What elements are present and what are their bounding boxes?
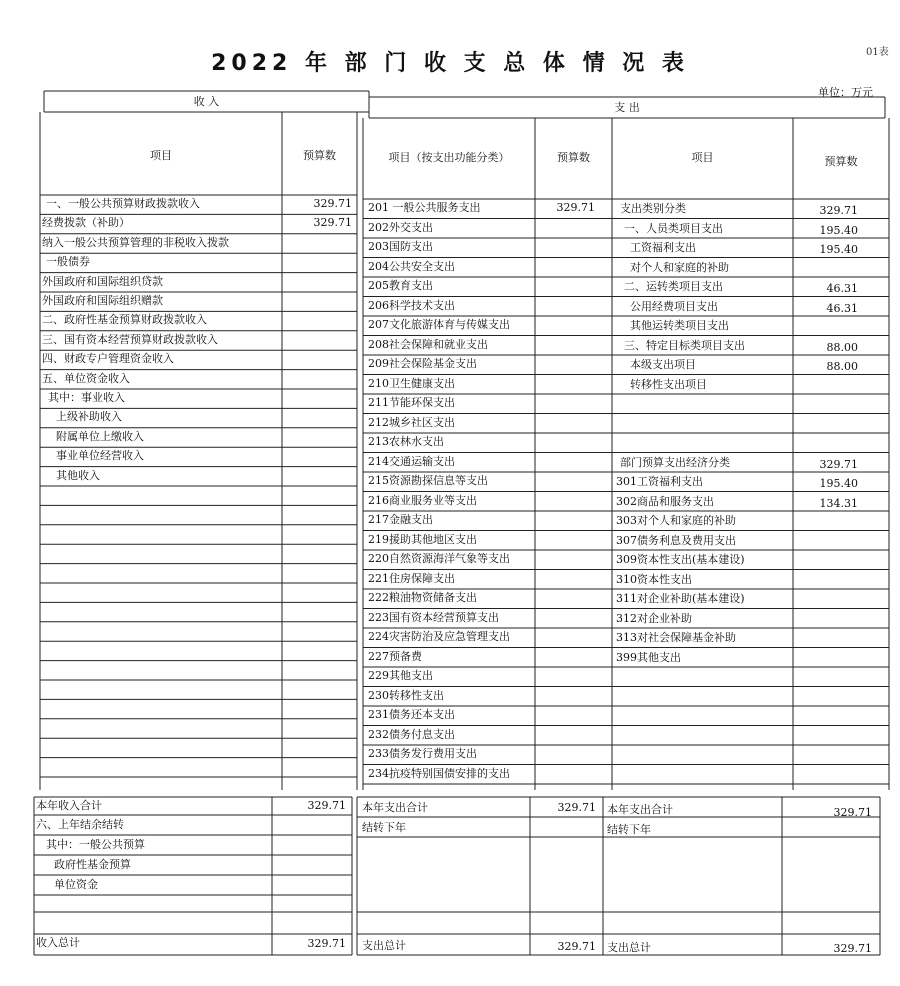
expense-year-total-label-1: 本年支出合计 [362, 801, 428, 814]
income-year-total-label: 本年收入合计 [36, 799, 102, 812]
function-row-label: 209社会保险基金支出 [368, 357, 477, 370]
econ-row-value: 46.31 [826, 301, 858, 315]
econ-row-label: 313对社会保障基金补助 [616, 631, 736, 644]
function-row-label: 207文化旅游体育与传媒支出 [368, 318, 510, 331]
function-row-label: 231债务还本支出 [368, 708, 455, 721]
function-row-label: 227预备费 [368, 649, 422, 663]
income-row-label: 外国政府和国际组织赠款 [42, 294, 163, 307]
econ-row-label: 303对个人和家庭的补助 [616, 514, 736, 527]
carry-over-sub-3: 单位资金 [54, 878, 98, 891]
function-row-label: 230转移性支出 [368, 688, 444, 702]
econ-row-value: 134.31 [819, 496, 858, 510]
income-grand-total-value: 329.71 [307, 937, 346, 950]
expense-grand-total-label-1: 支出总计 [362, 939, 406, 952]
function-row-label: 206科学技术支出 [368, 298, 455, 312]
income-row-label: 二、政府性基金预算财政拨款收入 [42, 313, 207, 327]
function-row-label: 217金融支出 [368, 513, 433, 526]
form-code: 01表 [866, 47, 889, 58]
function-row-value: 329.71 [556, 201, 595, 214]
econ-row-label: 对个人和家庭的补助 [630, 260, 729, 274]
expense-grand-total-value-2: 329.71 [833, 942, 872, 955]
function-budget-header: 预算数 [557, 151, 590, 164]
income-row-label: 四、财政专户管理资金收入 [42, 352, 174, 366]
function-row-label: 211节能环保支出 [368, 396, 455, 409]
econ-row-label: 工资福利支出 [630, 241, 696, 254]
econ-row-label: 二、运转类项目支出 [624, 280, 723, 293]
econ-row-label: 302商品和服务支出 [616, 494, 714, 508]
econ-row-value: 88.00 [826, 360, 858, 373]
econ-row-label: 301工资福利支出 [616, 475, 703, 488]
function-row-label: 208社会保障和就业支出 [368, 337, 488, 351]
income-row-label: 外国政府和国际组织贷款 [42, 274, 163, 288]
function-row-label: 202外交支出 [368, 220, 433, 234]
function-row-label: 215资源勘探信息等支出 [368, 474, 488, 487]
econ-row-value: 329.71 [819, 204, 858, 217]
econ-row-label: 转移性支出项目 [630, 377, 707, 391]
function-row-label: 210卫生健康支出 [368, 376, 455, 390]
econ-row-label: 311对企业补助(基本建设) [616, 592, 745, 605]
function-row-label: 222粮油物资储备支出 [368, 591, 477, 604]
function-row-label: 224灾害防治及应急管理支出 [368, 630, 510, 643]
income-row-label: 其他收入 [56, 468, 100, 482]
function-row-label: 234抗疫特别国债安排的支出 [368, 766, 510, 780]
income-row-label: 事业单位经营收入 [56, 449, 144, 463]
econ-row-value: 46.31 [826, 282, 858, 295]
income-row-label: 上级补助收入 [56, 410, 122, 424]
expense-grand-total-label-2: 支出总计 [607, 941, 651, 954]
income-row-value: 329.71 [313, 216, 352, 230]
carry-next-label-1: 结转下年 [362, 821, 406, 834]
econ-row-label: 其他运转类项目支出 [630, 319, 729, 332]
function-row-label: 216商业服务业等支出 [368, 493, 477, 507]
function-row-label: 214交通运输支出 [368, 454, 455, 468]
econ-row-label: 310资本性支出 [616, 572, 692, 586]
income-row-label: 纳入一般公共预算管理的非税收入拨款 [42, 235, 229, 249]
income-row-label: 经费拨款（补助） [42, 216, 130, 230]
function-row-label: 233债务发行费用支出 [368, 747, 477, 760]
econ-budget-header: 预算数 [824, 155, 858, 168]
function-row-label: 201 一般公共服务支出 [368, 201, 481, 214]
econ-row-label: 312对企业补助 [616, 611, 692, 625]
income-row-label: 附属单位上缴收入 [56, 429, 144, 443]
income-budget-header: 预算数 [303, 149, 336, 162]
income-row-label: 三、国有资本经营预算财政拨款收入 [42, 332, 218, 346]
income-item-header: 项目 [150, 149, 172, 162]
function-row-label: 220自然资源海洋气象等支出 [368, 552, 510, 565]
expense-year-total-value-2: 329.71 [833, 806, 872, 819]
expense-year-total-value-1: 329.71 [557, 801, 596, 814]
income-row-label: 一、一般公共预算财政拨款收入 [46, 197, 200, 210]
econ-row-label: 399其他支出 [616, 650, 681, 664]
econ-row-label: 307债务利息及费用支出 [616, 533, 736, 547]
income-row-label: 其中：事业收入 [48, 391, 125, 404]
function-row-label: 212城乡社区支出 [368, 415, 455, 429]
econ-row-label: 309资本性支出(基本建设) [616, 553, 745, 566]
expense-year-total-label-2: 本年支出合计 [607, 803, 673, 816]
expense-grand-total-value-1: 329.71 [557, 940, 596, 953]
econ-item-header: 项目 [691, 151, 714, 164]
econ-row-label: 本级支出项目 [630, 358, 696, 371]
econ-row-label: 公用经费项目支出 [630, 299, 718, 313]
function-item-header: 项目（按支出功能分类） [388, 151, 510, 164]
income-grand-total-label: 收入总计 [36, 936, 80, 949]
function-row-label: 223国有资本经营预算支出 [368, 610, 499, 624]
carry-over-sub-1: 其中：一般公共预算 [46, 838, 145, 851]
income-header: 收 入 [193, 95, 220, 108]
page-title: 2022 年 部 门 收 支 总 体 情 况 表 [211, 51, 689, 76]
econ-row-label: 支出类别分类 [620, 202, 686, 215]
function-row-label: 203国防支出 [368, 240, 433, 253]
econ-row-label: 部门预算支出经济分类 [620, 455, 730, 469]
function-row-label: 213农林水支出 [368, 435, 444, 448]
income-row-value: 329.71 [313, 197, 352, 210]
function-row-label: 219援助其他地区支出 [368, 532, 477, 546]
income-row-label: 五、单位资金收入 [42, 371, 130, 385]
income-year-total-value: 329.71 [307, 799, 346, 812]
econ-row-value: 195.40 [819, 477, 858, 490]
function-row-label: 229其他支出 [368, 669, 433, 682]
econ-row-label: 三、特定目标类项目支出 [624, 338, 745, 352]
income-row-label: 一般债券 [46, 255, 90, 269]
econ-row-value: 195.40 [819, 223, 858, 237]
econ-row-label: 一、人员类项目支出 [624, 221, 723, 235]
econ-row-value: 88.00 [826, 340, 858, 354]
function-row-label: 232债务付息支出 [368, 727, 455, 741]
function-row-label: 205教育支出 [368, 279, 433, 292]
econ-row-value: 329.71 [819, 457, 858, 471]
carry-over-sub-2: 政府性基金预算 [54, 858, 131, 871]
econ-row-value: 195.40 [819, 243, 858, 256]
carry-next-label-2: 结转下年 [607, 823, 651, 836]
unit-label: 单位：万元 [818, 86, 873, 99]
carry-over-label: 六、上年结余结转 [36, 818, 124, 831]
expense-header: 支 出 [614, 101, 640, 114]
function-row-label: 221住房保障支出 [368, 571, 455, 585]
function-row-label: 204公共安全支出 [368, 259, 455, 273]
